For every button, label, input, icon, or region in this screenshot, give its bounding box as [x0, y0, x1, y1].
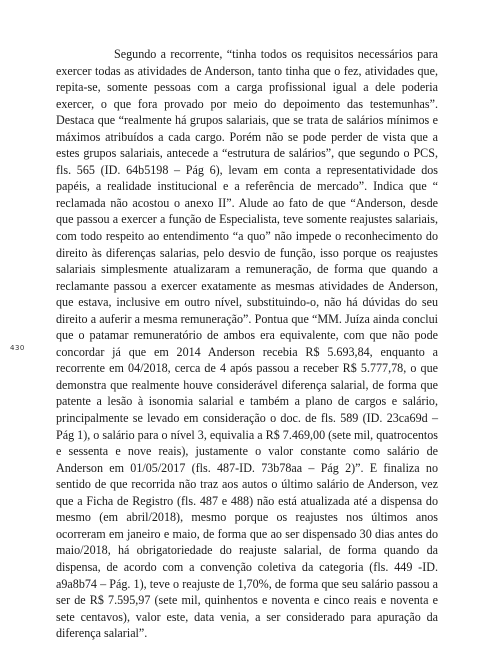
body-text: [56, 46, 438, 642]
paragraph: Segundo a recorrente, “tinha todos os requisitos necessários para exercer todas as atividades de Anderson, tanto tinha que o fez, atividades que, repita-se, somente pessoas com a carga profissional igual a dele poderia exercer, o que fora provado por meio do depoimento das testemunhas”. Destaca que “realmente há grupos salariais, que se trata de salários mínimos e máximos atribuídos a cada cargo. Porém não se pode perder de vista que a estes grupos salariais, antecede a “estrutura de salários”, que segundo o PCS, fls. 565 (ID. 64b5198 – Pág 6), levam em conta a representatividade dos papéis, a realidade institucional e a referência de mercado”. Indica que “ reclamada não acostou o anexo II”. Alude ao fato de que “Anderson, desde que passou a exercer a função de Especialista, teve somente reajustes salariais, com todo respeito ao entendimento “a quo” não impede o reconhecimento do direito às diferenças salarias, pelo desvio de função, isso porque os reajustes salariais simplesmente atualizaram a remuneração, de forma que quando a reclamante passou a exercer exatamente as mesmas atividades de Anderson, que estava, inclusive em outro nível, substituindo-o, não há dúvidas do seu direito a auferir a mesma remuneração”. Pontua que “MM. Juíza ainda conclui que o patamar remuneratório de ambos era equivalente, com que não pode concordar já que em 2014 Anderson recebia R$ 5.693,84, enquanto a recorrente em 04/2018, cerca de 4 após passou a receber R$ 5.777,78, o que demonstra que realmente houve considerável diferença salarial, de forma que patente a lesão à isonomia salarial e também a plano de cargos e salário, principalmente se levado em consideração o doc. de fls. 589 (ID. 23ca69d – Pág 1), o salário para o nível 3, equivalia a R$ 7.469,00 (sete mil, quatrocentos e sessenta e nove reais), justamente o valor constante como salário de Anderson em 01/05/2017 (fls. 487-ID. 73b78aa – Pág 2)”. E finaliza no sentido de que recorrida não traz aos autos o último salário de Anderson, vez que a Ficha de Registro (fls. 487 e 488) não está atualizada até a dispensa do mesmo (em abril/2018), mesmo porque os reajustes nos últimos anos ocorreram em janeiro e maio, de forma que ao ser dispensado 30 dias antes do maio/2018, há obrigatoriedade do reajuste salarial, de forma quando da dispensa, de acordo com a convenção coletiva da categoria (fls. 449 -ID. a9a8b74 – Pág. 1), teve o reajuste de 1,70%, de forma que seu salário passou a ser de R$ 7.595,97 (sete mil, quinhentos e noventa e cinco reais e noventa e sete centavos), valor este, data venia, a ser considerado para apuração da diferença salarial”.: [56, 47, 438, 641]
page-number: 430: [10, 344, 25, 352]
